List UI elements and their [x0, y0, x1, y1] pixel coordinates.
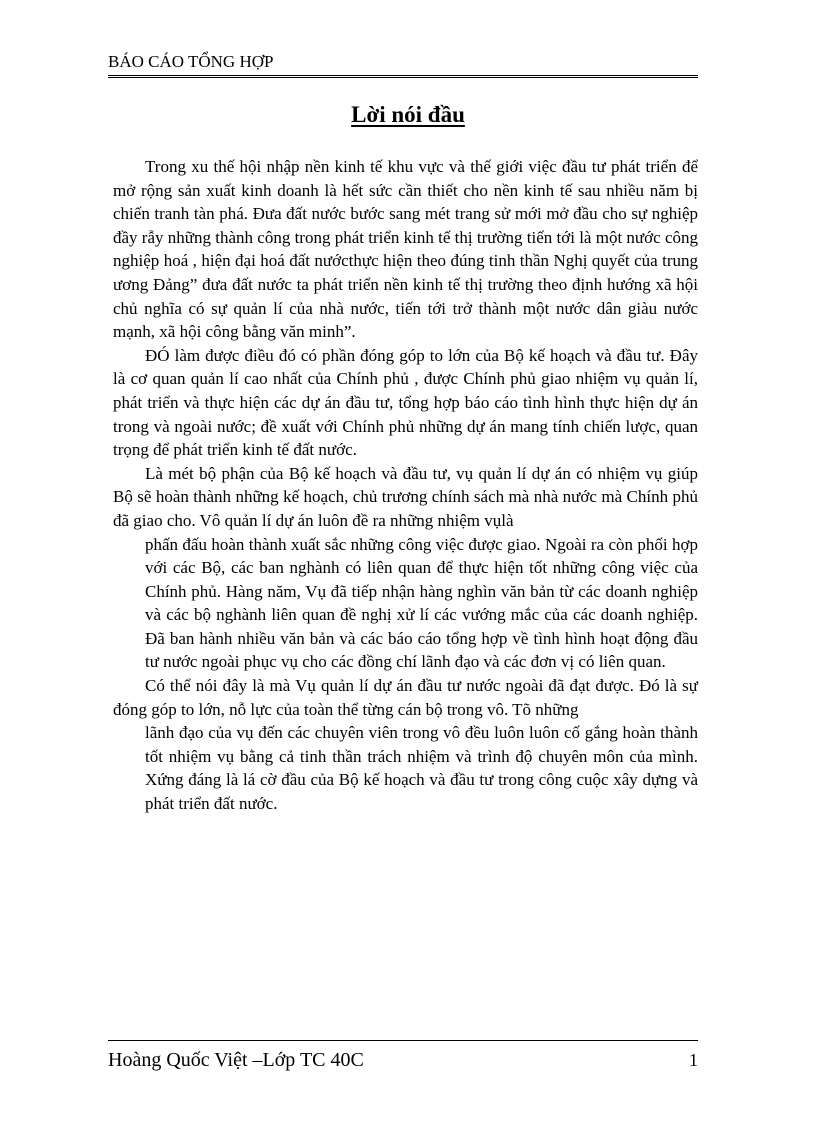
paragraph-intro: Trong xu thế hội nhập nền kinh tế khu vực và thế giới việc đầu tư phát triển để mở rộng sản xuất kinh doanh là hết sức cần thiết cho nền kinh tế sau nhiều năm bị chiến tranh tàn phá. Đưa đất nước bước sang mét trang sử mới mở đầu cho sự nghiệp đầy rẫy những thành công trong phát triển kinh tế thị trường tiến tới là một nước công nghiệp hoá , hiện đại hoá đất nướcthực hiện theo đúng tinh thần Nghị quyết của trung ương Đảng” đưa đất nước ta phát triển nền kinh tế thị trường theo định hướng xã hội chủ nghĩa có sự quản lí của nhà nước, tiến tới trở thành một nước dân giàu nước mạnh, xã hội công bằng văn minh”. [113, 157, 698, 342]
footer-author: Hoàng Quốc Việt –Lớp TC 40C [108, 1049, 364, 1071]
header-text: BÁO CÁO TỔNG HỢP [108, 52, 274, 71]
paragraph-ministry: ĐÓ làm được điều đó có phần đóng góp to lớn của Bộ kế hoạch và đầu tư. Đây là cơ quan quản lí cao nhất của Chính phủ , được Chính phủ giao nhiệm vụ quản lí, phát triển và thực hiện các dự án đầu tư, tổng hợp báo cáo tình hình thực hiện dự án trong và ngoài nước; đề xuất với Chính phủ những dự án mang tính chiến lược, quan trọng để phát triển kinh tế đất nước. [113, 345, 698, 460]
paragraph-department: Là mét bộ phận của Bộ kế hoạch và đầu tư, vụ quản lí dự án có nhiệm vụ giúp Bộ sẽ hoàn thành những kế hoạch, chủ trương chính sách mà nhà nước mà Chính phủ đã giao cho. Vô quản lí dự án luôn đề ra những nhiệm vụlà [113, 463, 698, 530]
paragraph-achievements: Có thể nói đây là mà Vụ quản lí dự án đầu tư nước ngoài đã đạt được. Đó là sự đóng góp to lớn, nỗ lực của toàn thể từng cán bộ trong vô. Tõ những [113, 676, 698, 719]
document-body [113, 155, 698, 816]
page-footer [108, 1040, 698, 1073]
page-header [108, 51, 698, 78]
paragraph-department-continued: phấn đấu hoàn thành xuất sắc những công việc được giao. Ngoài ra còn phối hợp với các Bộ, các ban nghành có liên quan để thực hiện tốt những công việc của Chính phủ. Hàng năm, Vụ đã tiếp nhận hàng nghìn văn bản từ các doanh nghiệp và các bộ nghành liên quan đề nghị xử lí các vướng mắc của các doanh nghiệp. Đã ban hành nhiều văn bản và các báo cáo tổng hợp về tình hình hoạt động đầu tư nước ngoài phục vụ cho các đồng chí lãnh đạo và các đơn vị có liên quan. [145, 534, 698, 672]
page-title [0, 102, 816, 128]
paragraph-achievements-continued: lãnh đạo của vụ đến các chuyên viên trong vô đều luôn luôn cố gắng hoàn thành tốt nhiệm vụ bằng cả tinh thần trách nhiệm và trình độ chuyên môn của mình. Xứng đáng là lá cờ đầu của Bộ kế hoạch và đầu tư trong công cuộc xây dựng và phát triển đất nước. [145, 723, 698, 814]
page-number: 1 [689, 1050, 698, 1070]
title-text: Lời nói đầu [351, 102, 465, 127]
